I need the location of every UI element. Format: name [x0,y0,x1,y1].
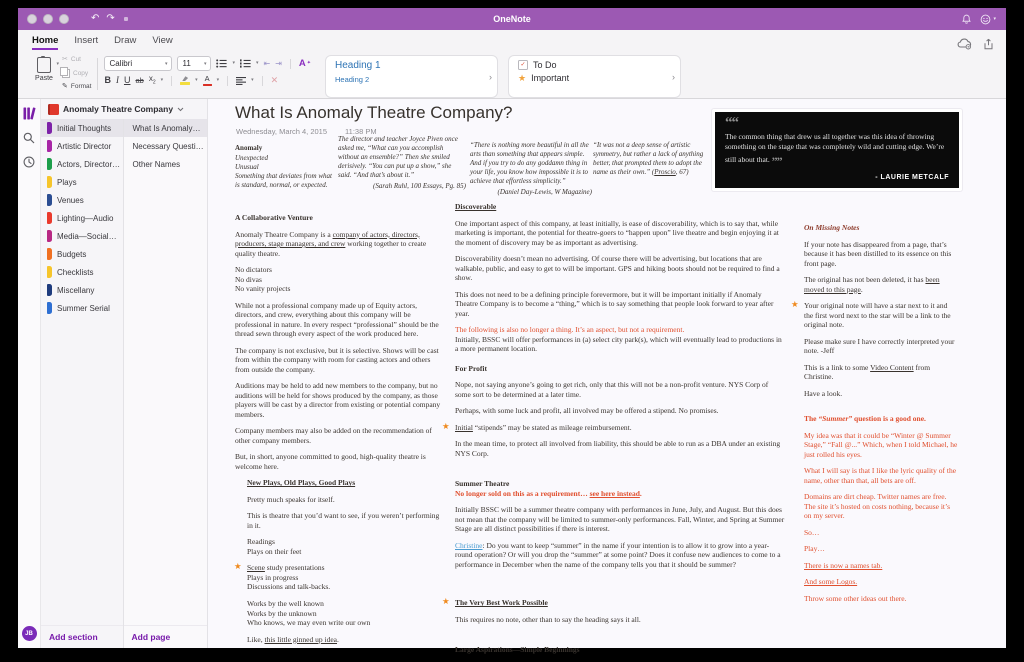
page-what-is-anomaly[interactable] [124,119,208,137]
font-color-icon: A [203,75,212,86]
clipboard-icon [37,57,51,73]
tags-gallery[interactable] [508,55,681,98]
section-list [41,119,124,648]
window-controls [27,14,69,24]
section-color-tab [47,158,52,170]
section-label: Media—Social… [57,231,117,241]
customize-toolbar-icon[interactable] [124,17,128,21]
quote-text: “It was not a deep sense of artistic symmetry, but rather a lack of anything better, that prompted them to adopt the name as their own.” ( [593,141,704,177]
quote-text: , 67) [675,168,689,177]
starred-note: ★ Initial “stipends” may be stated as mileage reimbursement. [442,421,632,432]
paragraph: Nope, not saying anyone’s going to get rich, only that this will not be a non-profit venture. NYS Corp of some sort to be determined at a later time. [455,380,769,399]
paragraph-align-button[interactable] [236,77,254,85]
names-tab-link[interactable]: There is now a names tab. [804,560,883,570]
section-media-social[interactable] [41,227,123,245]
add-page-button[interactable]: Add page [124,625,208,648]
tab-view[interactable]: View [152,35,173,46]
orange-note: The following is also no longer a thing. It’s an aspect, but not a requirement. [455,325,685,335]
section-color-tab [47,302,52,314]
paragraph: My idea was that it could be “Winter @ Summer Stage,” “Fall @...” Which, when I told Michael, he just rolled his eyes. [804,430,958,459]
page-time: 11:38 PM [345,127,377,136]
star-icon: ★ [517,73,527,84]
bullet-list-icon [216,59,227,68]
list-line: No dictators [235,265,272,275]
note-column-2 [442,202,785,662]
section-label: Venues [57,195,84,205]
important-star-icon[interactable]: ★ [791,300,799,311]
definition-line: Unusual [235,163,259,172]
quote-attribution: (Sarah Ruhl, 100 Essays, Pg. 85) [373,182,466,191]
quote-text: The director and teacher Joyce Piven once asked me, “What can you accomplish without an ensemble?” Then she smiled derisively. “You can put up a show,” she said. “And that’s about it.” [338,135,458,180]
important-label: Important [531,73,570,84]
paragraph: This is a link to some Video Content from Christine. [804,362,931,382]
section-color-tab [47,140,52,152]
font-name-value: Calibri [109,59,133,68]
section-label: Plays [57,177,77,187]
paragraph: This requires no note, other than to say the heading says it all. [455,614,641,624]
share-icon[interactable] [983,38,994,50]
italic-button[interactable]: I [115,75,119,86]
company-link[interactable]: company of actors, directors, producers, stage managers, and crew [235,229,420,249]
align-icon [236,77,246,85]
numbered-list-icon [240,59,251,68]
notebook-icon [48,104,59,115]
important-star-icon[interactable]: ★ [442,597,450,608]
notebook-name: Anomaly Theatre Company [63,104,174,114]
section-actors-directors[interactable] [41,155,123,173]
chevron-right-icon[interactable]: › [671,71,675,82]
quote-piven [338,135,466,192]
section-venues[interactable] [41,191,123,209]
section-label: Actors, Director… [57,159,121,169]
divider [262,76,263,86]
paragraph: One important aspect of this company, at least initially, is ease of discoverability, which is to say that, while marketing is important, the potential for theatre-goers to “happen upon” live theatre and begin enjoying it at the moment of discovery may be as important as advertising. [455,218,779,247]
section-color-tab [47,248,52,260]
ginned-up-idea-link[interactable]: this little ginned up idea [264,634,337,644]
note-canvas[interactable] [208,99,1006,655]
list-line: No vanity projects [235,284,291,294]
smiley-icon [980,14,991,25]
strikethrough-button[interactable]: ab [135,75,144,85]
section-lighting-audio[interactable] [41,209,123,227]
quote-day-lewis [470,141,592,198]
initial-link[interactable]: Initial [455,422,473,432]
list-line: Readings [247,537,275,547]
important-star-icon[interactable]: ★ [234,562,242,573]
highlight-button[interactable] [180,76,198,85]
paste-button[interactable] [28,55,60,82]
section-color-tab [47,230,52,242]
paragraph: Please make sure I have correctly interpreted your note. -Jeff [804,336,955,356]
chevron-down-icon: ▾ [56,61,59,67]
copy-label: Copy [73,69,89,77]
page-label: What Is Anomaly… [132,123,201,133]
tab-insert[interactable]: Insert [74,35,99,46]
zoom-window-button[interactable] [59,14,69,24]
heading-new-plays: New Plays, Old Plays, Good Plays [247,478,356,488]
scene-link[interactable]: Scene [247,563,265,573]
section-color-tab [47,266,52,278]
paragraph: Have a look. [804,388,843,398]
section-color-tab [47,194,52,206]
brush-icon: ✎ [62,83,68,90]
clear-formatting-button[interactable]: ✕ [270,75,279,86]
paragraph: What I will say is that I like the lyric quality of the name, other than that, all bets are off. [804,466,957,485]
font-size-value: 11 [182,59,191,68]
section-label: Lighting—Audio [57,213,114,223]
paragraph: Christine: Do you want to keep “summer” in the name if your intention is to allow it to grow into a year-round operation? Or will you drop the “summer” at some point? Does it confuse new audiences to come to a performance in December when the name of the company tells you that it should be summer? [455,540,781,569]
section-label: Budgets [57,249,87,259]
notebook-navigation [41,99,208,648]
paragraph: In the mean time, to protect all involved from liability, this should be able to run as a DBA under an existing NYS Corp. [455,439,781,458]
heading-discoverable: Discoverable [455,202,497,211]
list-line: Discussions and talk-backs. [247,582,331,592]
paragraph: Domains are dirt cheap. Twitter names are free. The site it’s hosted on costs nothing, because it’s on my server. [804,492,951,521]
section-label: Initial Thoughts [57,123,112,133]
definition-line: Something that deviates from what is standard, normal, or expected. [235,172,332,190]
paragraph: But, in short, anyone committed to good, high-quality theatre is welcome here. [235,452,426,471]
chevron-down-icon [177,107,184,112]
styles-a-icon: A [298,57,306,69]
chevron-down-icon: ▾ [195,77,198,84]
font-name-select[interactable] [104,56,172,71]
definition-term: Anomaly [235,144,263,152]
page-necessary-questions[interactable] [124,137,208,155]
quote-text: “There is nothing more beautiful in all the arts than something that appears simple. And if you try to do any goddamn thing in your life, you know how impossible it is to achieve that effortless simplicity.” [470,141,589,186]
list-line: No divas [235,274,262,284]
section-color-tab [47,212,52,224]
chevron-down-icon: ▾ [251,77,254,84]
moved-to-page-link[interactable]: been moved to this page [804,275,940,294]
see-here-instead-link[interactable]: see here instead [589,488,640,498]
close-window-button[interactable] [27,14,37,24]
paragraph: Play… [804,544,825,554]
font-size-select[interactable] [177,56,211,71]
page-label: Other Names [132,159,181,169]
orange-note-block [804,414,958,603]
copy-button[interactable] [62,69,91,78]
highlighter-icon [180,76,190,85]
notebook-switcher[interactable] [41,99,207,119]
heading-on-missing-notes: On Missing Notes [804,223,860,232]
section-budgets[interactable] [41,245,123,263]
paragraph: Throw some other ideas out there. [804,593,907,603]
outdent-icon: ⇤ [263,58,271,68]
page-date: Wednesday, March 4, 2015 [236,127,328,136]
heading-for-profit: For Profit [455,363,488,373]
section-label: Checklists [57,267,94,277]
paragraph: Company members may also be added on the recommendation of other company members. [235,426,432,445]
tab-home[interactable]: Home [32,35,58,50]
paragraph: The original has not been deleted, it has been moved to this page. [804,275,940,294]
page-list [124,119,208,648]
section-color-tab [47,122,52,134]
indent-icon: ⇥ [275,58,282,68]
subscript-icon: $x_2$ [148,74,156,86]
section-label: Miscellany [57,285,95,295]
divider [97,58,98,90]
heading-large-aspirations: Large Aspirations—Simple Beginnings [455,645,580,655]
outdent-button[interactable] [264,60,271,68]
important-star-icon[interactable]: ★ [442,421,450,432]
ribbon-tabs [18,30,1006,52]
heading-collaborative-venture: A Collaborative Venture [235,213,313,222]
chevron-down-icon: ▾ [203,60,207,67]
notebooks-icon[interactable] [23,107,36,120]
definition-line: Unexpected [235,154,269,163]
add-section-button[interactable]: Add section [41,625,123,648]
paragraph: Pretty much speaks for itself. [247,494,335,504]
bullet-list-button[interactable] [216,59,235,68]
todo-tag[interactable] [518,60,666,70]
copy-icon [62,69,70,78]
pull-quote-attribution: - LAURIE METCALF [875,173,949,181]
definition-block [235,144,335,190]
notifications-icon[interactable] [962,14,971,24]
text-styles-button[interactable] [299,59,311,69]
underline-button[interactable]: U [123,75,131,86]
section-label: Summer Serial [57,303,110,313]
divider [171,76,172,86]
font-color-button[interactable] [203,75,220,86]
undo-icon[interactable]: ↶ [91,13,100,24]
redo-icon[interactable]: ↷ [106,13,115,24]
divider [227,76,228,86]
section-checklists[interactable] [41,263,123,281]
paragraph: Discoverability doesn’t mean no advertising. Of course there will be advertising, but locations that are walkable, public, and easy to get to will be important. GPS and hiking boots should not be required to find a show. [455,254,780,283]
logos-link[interactable]: And some Logos. [804,577,858,587]
heading-very-best-work: ★ The Very Best Work Possible [442,597,548,608]
section-summer-serial[interactable] [41,299,123,317]
indent-button[interactable] [275,60,282,68]
heading-summer-theatre: Summer Theatre [455,479,510,489]
paragraph: Anomaly Theatre Company is a company of actors, directors, producers, stage managers, and crew working together to create quality theatre. [235,229,427,258]
section-plays[interactable] [41,173,123,191]
list-line: Works by the unknown [247,608,317,618]
proscio-link[interactable]: Proscio [654,168,676,177]
ribbon-toolbar [18,52,1006,93]
window-title: OneNote [493,14,531,24]
titlebar [18,8,1006,30]
divider [290,59,291,69]
format-painter-button[interactable] [62,83,91,90]
format-label: Format [70,83,92,90]
paragraph: The company is not exclusive, but it is selective. Shows will be cast from within the company with room for casting actors and others from outside the company. [235,345,439,374]
list-line: Who knows, we may even write our own [247,618,371,628]
list-line: Plays on their feet [247,546,302,556]
paragraph: Like, this little ginned up idea. [247,634,339,644]
important-tag[interactable] [518,73,666,83]
todo-label: To Do [532,60,557,70]
page-label: Necessary Questi… [132,141,204,151]
chevron-down-icon: ▾ [232,60,235,66]
list-line: Initially, BSSC will offer performances in (a) select city park(s), which will eventually lead to productions in a more permanent location. [455,334,782,354]
list-line: Works by the well known [247,598,324,608]
list-line: Plays in progress [247,572,299,582]
note-column-1: A Collaborative Venture Anomaly Theatre Company is a company of actors, directors, producers, stage managers, and crew working together to create quality theatre. No dictators No divas No vanity projects While not a professional company made up of Equity actors, directors, and crew, everything about this company will be professional in nature. In every respect “professional” should be the thread sewn through every aspect of the work produced here. The company is not exclusive, but it is selective. Shows will be cast from within the company with room for casting actors and others from outside the company. Auditions may be held to add new members to the company, but no auditions will be held for shows produced by the company, as those players will be cast by a director from existing or potential company members. Company members may also be added on the recommendation of other company members. But, in short, anyone committed to good, high-quality theatre is welcome here. New Plays, Old Plays, Good Plays Pretty much speaks for itself. This is theatre that you’d want to see, if you weren’t performing in it. Readings Plays on their feet ★ Scene study presentations Plays in progress Discussions and talk-backs. Works by the well known Works by the unknown Who knows, we may even write our own Like, this little ginned up idea. [234,213,441,644]
video-content-link[interactable]: Video Content [870,362,914,372]
sparkle-icon: ✦ [306,60,311,66]
recent-notes-icon[interactable] [23,156,35,168]
paragraph: While not a professional company made up of Equity actors, directors, and crew, everything about this company will be professional in nature. In every respect “professional” should be the thread sewn through every aspect of the work produced here. [235,300,439,339]
paragraph: Auditions may be held to add new members to the company, but no auditions will be held for shows produced by the company, as those players will be cast by a director from existing or potential company members. [235,381,441,419]
styles-gallery[interactable] [325,55,498,98]
section-artistic-director[interactable] [41,137,123,155]
scissors-icon: ✂ [62,56,68,63]
christine-link[interactable]: Christine [455,540,483,550]
page-other-names[interactable] [124,155,208,173]
account-menu[interactable] [980,14,996,25]
pull-quote-text: The common thing that drew us all together was this idea of throwing something on the stage that was completely wild and cutting edge. We’re still about that. ”” [725,131,945,169]
navigation-rail [18,99,41,648]
section-color-tab [47,284,52,296]
minimize-window-button[interactable] [43,14,53,24]
chevron-down-icon: ▾ [993,16,996,22]
note-column-3 [791,223,958,610]
numbered-list-button[interactable] [240,59,259,68]
paragraph: Perhaps, with some luck and profit, all involved may be offered a stipend. No promises. [455,406,719,416]
quote-proscio [593,141,709,177]
cut-label: Cut [70,56,81,63]
close-quote-icon: ”” [771,154,782,169]
onenote-window [18,8,1006,655]
cut-button[interactable] [62,56,91,63]
paragraph: If your note has disappeared from a page, that’s because it has been distilled to its essence on this front page. [804,239,952,268]
avatar[interactable]: JB [22,626,37,641]
paragraph: This is theatre that you’d want to see, if you weren’t performing in it. [247,511,440,530]
heading2-style[interactable]: Heading 2 [334,75,370,84]
starred-note: ★ Your original note will have a star next to it and the first word next to the star will be a link to the original note. [791,300,951,330]
chevron-down-icon: ▾ [160,77,164,84]
bold-button[interactable]: B [104,75,111,86]
chevron-down-icon: ▾ [164,60,168,67]
ribbon [18,30,1006,99]
pull-quote-image [712,109,962,191]
orange-note: No longer sold on this as a requirement… see here instead. [455,488,642,498]
paragraph: Initially BSSC will be a summer theatre company with performances in June, July, and August. But this does not mean that the company will be limited to summer-only performances. Fall, Winter, and Spring at Summer Stage are all distinct possibilities if there is interest. [455,505,785,534]
quote-attribution: (Daniel Day-Lewis, W Magazine) [497,188,592,197]
page-title: What Is Anomaly Theatre Company? [235,103,513,122]
chevron-down-icon: ▾ [216,77,220,84]
todo-checkbox-icon: ✓ [518,60,528,70]
search-icon[interactable] [23,132,35,144]
open-quote-icon: ““ [725,115,738,131]
section-color-tab [47,176,52,188]
heading-summer-question: The “Summer” question is a good one. [804,414,926,424]
sync-status-icon[interactable] [957,38,972,50]
heading1-style[interactable]: Heading 1 [334,60,381,71]
paragraph: This does not need to be a defining principle forevermore, but it will be important initially if Anomaly Theatre Company is to become a “thing,” which is to say something that people look forward to year after year. [455,289,774,318]
section-label: Artistic Director [57,141,112,151]
section-miscellany[interactable] [41,281,123,299]
subscript-button[interactable] [149,75,163,86]
paste-label: Paste [35,75,53,82]
tab-draw[interactable]: Draw [114,35,137,46]
chevron-right-icon[interactable]: › [488,71,492,82]
section-initial-thoughts[interactable] [41,119,123,137]
paragraph: So… [804,527,820,537]
chevron-down-icon: ▾ [255,60,259,66]
